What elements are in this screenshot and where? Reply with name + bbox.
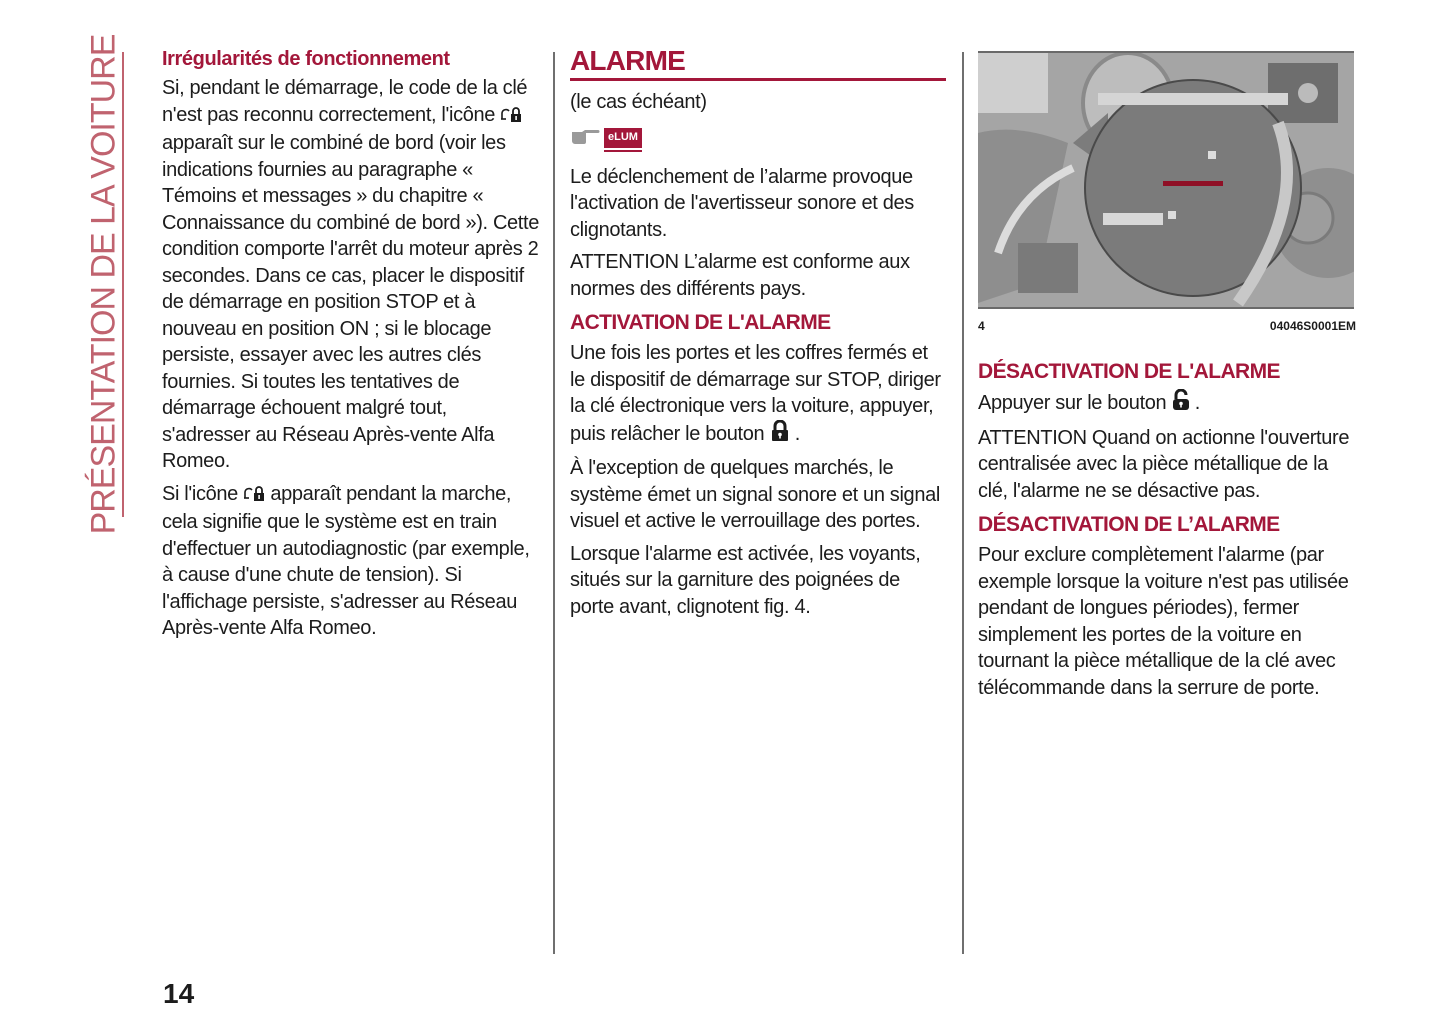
paragraph [978, 389, 1356, 419]
key-lock-warning-icon [243, 483, 265, 510]
elum-badge: eLUM [604, 128, 642, 150]
attention-paragraph: ATTENTION L’alarme est conforme aux normes des différents pays. [570, 251, 910, 300]
paragraph: Le déclenchement de l’alarme provoque l'activation de l'avertisseur sonore et des clignotants. [570, 165, 914, 241]
figure-caption [978, 319, 1356, 333]
paragraph [570, 340, 946, 449]
subheading-irregularites: Irrégularités de fonctionnement [162, 48, 450, 70]
column-divider [962, 52, 964, 954]
lock-open-icon [1172, 389, 1190, 419]
subheading-activation: ACTIVATION DE L'ALARME [570, 311, 831, 334]
column-1 [162, 46, 540, 648]
text: apparaît sur le combiné de bord (voir les indications fournies au paragraphe « Témoins et messages » du chapitre « Connaissance du combiné de bord »). Cette condition comporte l'arrêt du moteur après 2 secondes. Dans ce cas, placer le dispositif de démarrage en position STOP et à nouveau en position ON ; si le blocage persiste, essayer avec les autres clés fournies. Si toutes les tentatives de démarrage échouent malgré tout, s'adresser au Réseau Après-vente Alfa Romeo. [162, 132, 539, 472]
subheading-deactivation-complete: DÉSACTIVATION DE L’ALARME [978, 513, 1280, 536]
page-number: 14 [163, 978, 195, 1009]
text: Si, pendant le démarrage, le code de la clé n'est pas reconnu correctement, l'icône [162, 77, 528, 126]
section-title-alarme: ALARME [570, 46, 946, 81]
attention-paragraph: ATTENTION Quand on actionne l'ouverture centralisée avec la pièce métallique de la clé, l'alarme ne se désactive pas. [978, 426, 1350, 502]
key-lock-warning-icon [500, 104, 522, 131]
pointing-hand-icon [570, 127, 600, 150]
figure-door-handle-alarm-leds [978, 51, 1354, 309]
paragraph: Lorsque l'alarme est activée, les voyants, situés sur la garniture des poignées de porte avant, clignotent fig. 4. [570, 542, 921, 618]
column-2 [570, 46, 946, 626]
chapter-side-title [82, 34, 126, 534]
text: . [1194, 392, 1200, 414]
paragraph: Pour exclure complètement l'alarme (par exemple lorsque la voiture n'est pas utilisée pendant de longues périodes), fermer simplement les portes de la voiture en tournant la pièce métallique de la clé avec télécommande dans la serrure de porte. [978, 544, 1349, 699]
subtitle: (le cas échéant) [570, 91, 707, 113]
figure-code: 04046S0001EM [1269, 319, 1356, 333]
elum-reference [570, 126, 946, 152]
text: . [794, 422, 800, 445]
lock-closed-icon [770, 420, 790, 450]
text: Une fois les portes et les coffres fermés et le dispositif de démarrage sur STOP, diriger la clé électronique vers la voiture, appuyer, puis relâcher le bouton [570, 342, 941, 445]
paragraph [162, 75, 540, 475]
side-title-rule [122, 52, 124, 517]
text: Appuyer sur le bouton [978, 392, 1167, 414]
chapter-side-title-text: PRÉSENTATION DE LA VOITURE [84, 34, 123, 534]
paragraph [162, 481, 540, 642]
figure-number: 4 [978, 319, 985, 333]
text: apparaît pendant la marche, cela signifie que le système est en train d'effectuer un autodiagnostic (par exemple, à cause d'une chute de tension). Si l'affichage persiste, s'adresser au Réseau Après-vente Alfa Romeo. [162, 482, 530, 639]
column-3 [978, 46, 1356, 707]
column-divider [553, 52, 555, 954]
paragraph: À l'exception de quelques marchés, le système émet un signal sonore et un signal visuel et active le verrouillage des portes. [570, 457, 940, 532]
subheading-deactivation: DÉSACTIVATION DE L'ALARME [978, 360, 1280, 383]
text: Si l'icône [162, 482, 238, 505]
